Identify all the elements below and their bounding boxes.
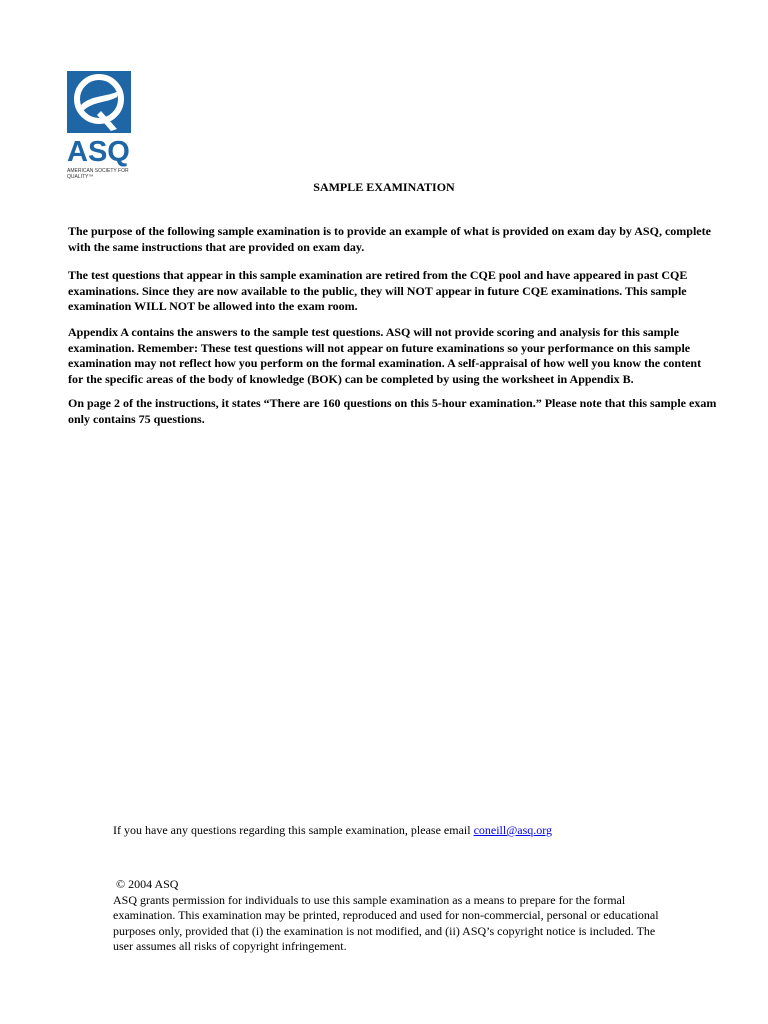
copyright-block xyxy=(113,877,673,955)
appendix-paragraph: Appendix A contains the answers to the sample test questions. ASQ will not provide scoring and analysis for this sample examination. Remember: These test questions will not appear on future examinations so your performance on this sample examination may not reflect how you perform on the formal examination. A self-appraisal of how well you know the content for the specific areas of the body of knowledge (BOK) can be completed by using the worksheet in Appendix B. xyxy=(68,325,702,386)
contact-email-link[interactable]: coneill@asq.org xyxy=(473,823,553,837)
asq-logo xyxy=(67,71,131,196)
intro-paragraph: The purpose of the following sample examination is to provide an example of what is provided on exam day by ASQ, complete with the same instructions that are provided on exam day. xyxy=(68,224,711,254)
asq-q-mark-icon xyxy=(67,71,131,133)
page-title: SAMPLE EXAMINATION xyxy=(313,180,455,194)
asq-wordmark: ASQ xyxy=(67,136,130,168)
asq-tagline: AMERICAN SOCIETY FOR QUALITY™ xyxy=(67,168,129,180)
contact-line xyxy=(113,823,552,838)
copyright-year: © 2004 ASQ xyxy=(116,877,179,891)
copyright-line xyxy=(113,877,673,893)
contact-text: If you have any questions regarding this sample examination, please email xyxy=(113,823,474,837)
question-count-paragraph: On page 2 of the instructions, it states “There are 160 questions on this 5-hour examination.” Please note that this sample exam only contains 75 questions. xyxy=(68,396,717,426)
copyright-notice: ASQ grants permission for individuals to use this sample examination as a means to prepare for the formal examination. This examination may be printed, reproduced and used for non-commercial, personal or educational purposes only, provided that (i) the examination is not modified, and (ii) ASQ’s copyright notice is included. The user assumes all risks of copyright infringement. xyxy=(113,892,659,953)
retired-questions-paragraph: The test questions that appear in this sample examination are retired from the CQE pool and have appeared in past CQE examinations. Since they are now available to the public, they will NOT appear in future CQE examinations. This sample examination WILL NOT be allowed into the exam room. xyxy=(68,268,688,313)
